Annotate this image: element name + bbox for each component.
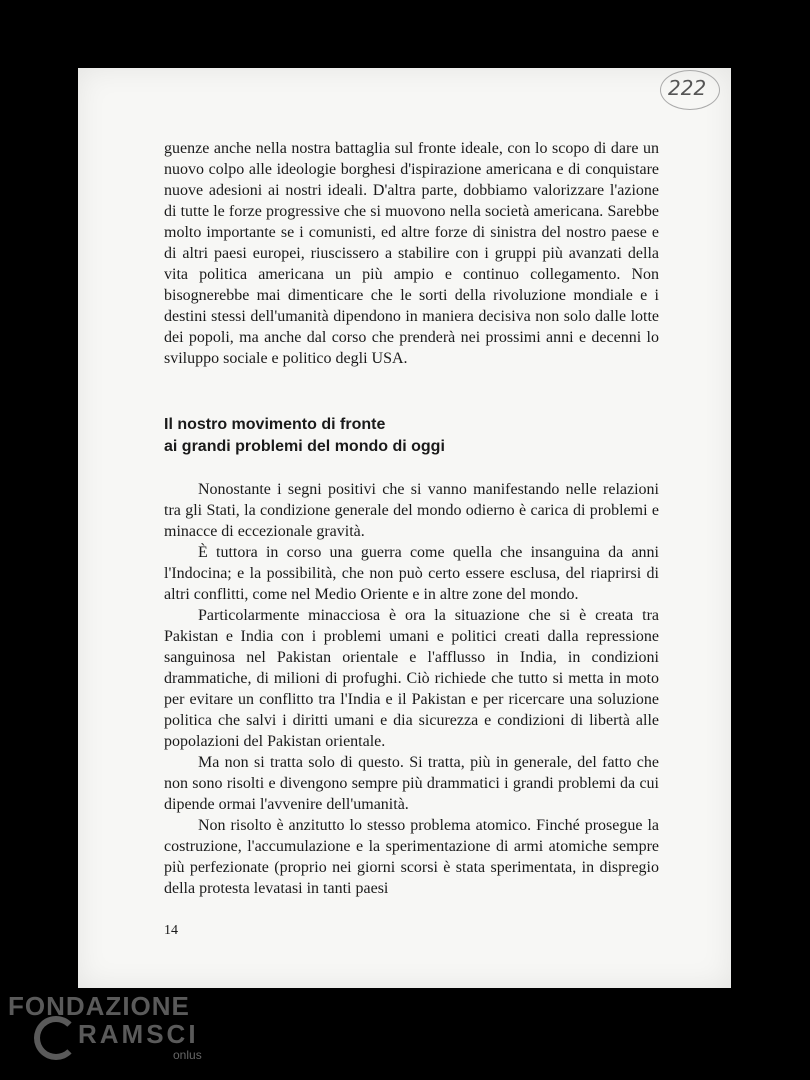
paragraph: Non risolto è anzitutto lo stesso problema atomico. Finché prosegue la costruzione, l'accumulazione e la sperimentazione di armi atomiche sempre più perfezionate (proprio nei giorni scorsi è stata sperimentata, in dispregio della protesta levatasi in tanti paesi (164, 817, 659, 897)
paragraph: È tuttora in corso una guerra come quella che insanguina da anni l'Indocina; e la possibilità, che non può certo essere esclusa, del riaprirsi di altri conflitti, come nel Medio Oriente e in altre zone del mondo. (164, 544, 659, 603)
g-logo-icon (34, 1016, 78, 1060)
section-heading (164, 414, 445, 458)
logo-line-3: onlus (173, 1048, 202, 1062)
section-body (164, 479, 659, 899)
paragraph: Nonostante i segni positivi che si vanno manifestando nelle relazioni tra gli Stati, la condizione generale del mondo odierno è carica di problemi e minacce di eccezionale gravità. (164, 481, 659, 540)
heading-line-1: Il nostro movimento di fronte (164, 416, 386, 433)
page-number: 14 (164, 923, 178, 938)
paragraph: Particolarmente minacciosa è ora la situazione che si è creata tra Pakistan e India con i problemi umani e politici creati dalla repressione sanguinosa nel Pakistan orientale e l'afflusso in India, in condizioni drammatiche, di milioni di profughi. Ciò richiede che tutto si metta in moto per evitare un conflitto tra l'India e il Pakistan e per ricercare una soluzione politica che salvi i diritti umani e dia sicurezza e condizioni di libertà alle popolazioni del Pakistan orientale. (164, 607, 659, 750)
circle-annotation-icon (660, 70, 720, 110)
top-paragraph-block (164, 138, 659, 369)
paragraph: Ma non si tratta solo di questo. Si tratta, più in generale, del fatto che non sono risolti e divengono sempre più drammatici i grandi problemi da cui dipende ormai l'avvenire dell'umanità. (164, 754, 659, 813)
paragraph: guenze anche nella nostra battaglia sul fronte ideale, con lo scopo di dare un nuovo colpo alle ideologie borghesi d'ispirazione americana e di conquistare nuove adesioni ai nostri ideali. D'altra parte, dobbiamo valorizzare l'azione di tutte le forze progressive che si muovono nella società americana. Sarebbe molto importante se i comunisti, ed altre forze di sinistra del nostro paese e di altri paesi europei, riuscissero a stabilire con i gruppi più avanzati della vita politica americana un più ampio e continuo collegamento. Non bisognerebbe mai dimenticare che le sorti della rivoluzione mondiale e i destini stessi dell'umanità dipendono in maniera decisiva non solo dalle lotte dei popoli, ma anche dal corso che prenderà nei prossimi anni e decenni lo sviluppo sociale e politico degli USA. (164, 140, 659, 367)
fondazione-gramsci-logo (8, 992, 202, 1062)
logo-line-2: RAMSCI (78, 1019, 199, 1049)
logo-line-1: FONDAZIONE (8, 991, 190, 1021)
archive-number-annotation: 222 (668, 76, 706, 100)
document-page (78, 68, 731, 988)
heading-line-2: ai grandi problemi del mondo di oggi (164, 438, 445, 455)
